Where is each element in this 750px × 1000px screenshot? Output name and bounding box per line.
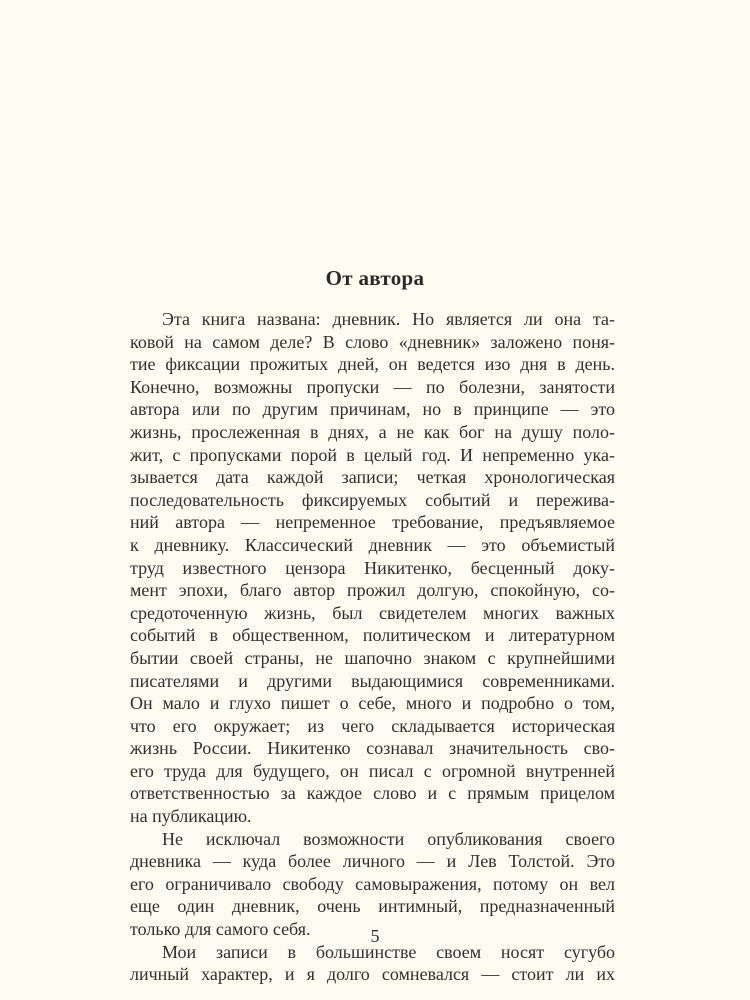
text-line: только для самого себя.: [130, 919, 311, 940]
text-line: Не исключал возможности опубликования своего: [162, 828, 615, 849]
text-line: ний автора — непременное требование, предъявляемое: [130, 512, 615, 533]
text-line: средоточенную жизнь, был свидетелем многих важных: [130, 602, 615, 623]
text-line: Мои записи в большинстве своем носят сугубо: [162, 941, 615, 962]
text-line: его ограничивало свободу самовыражения, потому он вел: [130, 873, 615, 894]
page-number: 5: [370, 926, 380, 946]
text-line: писателями и другими выдающимися современниками.: [130, 670, 615, 691]
text-line: еще один дневник, очень интимный, предназначенный: [130, 896, 615, 917]
text-line: Эта книга названа: дневник. Но является ли она та-: [162, 309, 615, 329]
text-line: автора или по другим причинам, но в принципе — это: [130, 399, 615, 420]
chapter-title: От автора: [325, 266, 425, 290]
text-line: личный характер, и я долго сомневался — стоит ли их: [130, 964, 615, 985]
text-line: что его окружает; из чего складывается историческая: [130, 715, 615, 736]
text-line: к дневнику. Классический дневник — это объемистый: [130, 534, 615, 555]
text-line: его труда для будущего, он писал с огромной внутренней: [130, 760, 615, 781]
text-line: жизнь, прослеженная в днях, а не как бог на душу поло-: [130, 421, 615, 442]
text-line: труд известного цензора Никитенко, бесценный доку-: [130, 557, 615, 578]
text-line: тие фиксации прожитых дней, он ведется изо дня в день.: [130, 354, 615, 375]
text-line: жизнь России. Никитенко сознавал значительность сво-: [130, 738, 615, 759]
body-text: [130, 308, 615, 986]
text-line: ответственностью за каждое слово и с прямым прицелом: [130, 783, 615, 804]
text-line: на публикацию.: [130, 806, 252, 827]
text-line: Конечно, возможны пропуски — по болезни, занятости: [130, 376, 615, 397]
text-line: событий в общественном, политическом и литературном: [130, 625, 615, 646]
text-line: бытии своей страны, не шапочно знаком с крупнейшими: [130, 647, 615, 668]
text-line: зывается дата каждой записи; четкая хронологическая: [130, 467, 615, 488]
text-line: ковой на самом деле? В слово «дневник» заложено поня-: [130, 331, 615, 352]
text-line: последовательность фиксируемых событий и пережива-: [130, 489, 615, 510]
text-line: Он мало и глухо пишет о себе, много и подробно о том,: [130, 693, 615, 714]
text-line: жит, с пропусками порой в целый год. И непременно ука-: [130, 444, 615, 465]
text-line: мент эпохи, благо автор прожил долгую, спокойную, со-: [130, 580, 615, 601]
text-line: дневника — куда более личного — и Лев Толстой. Это: [130, 851, 615, 872]
